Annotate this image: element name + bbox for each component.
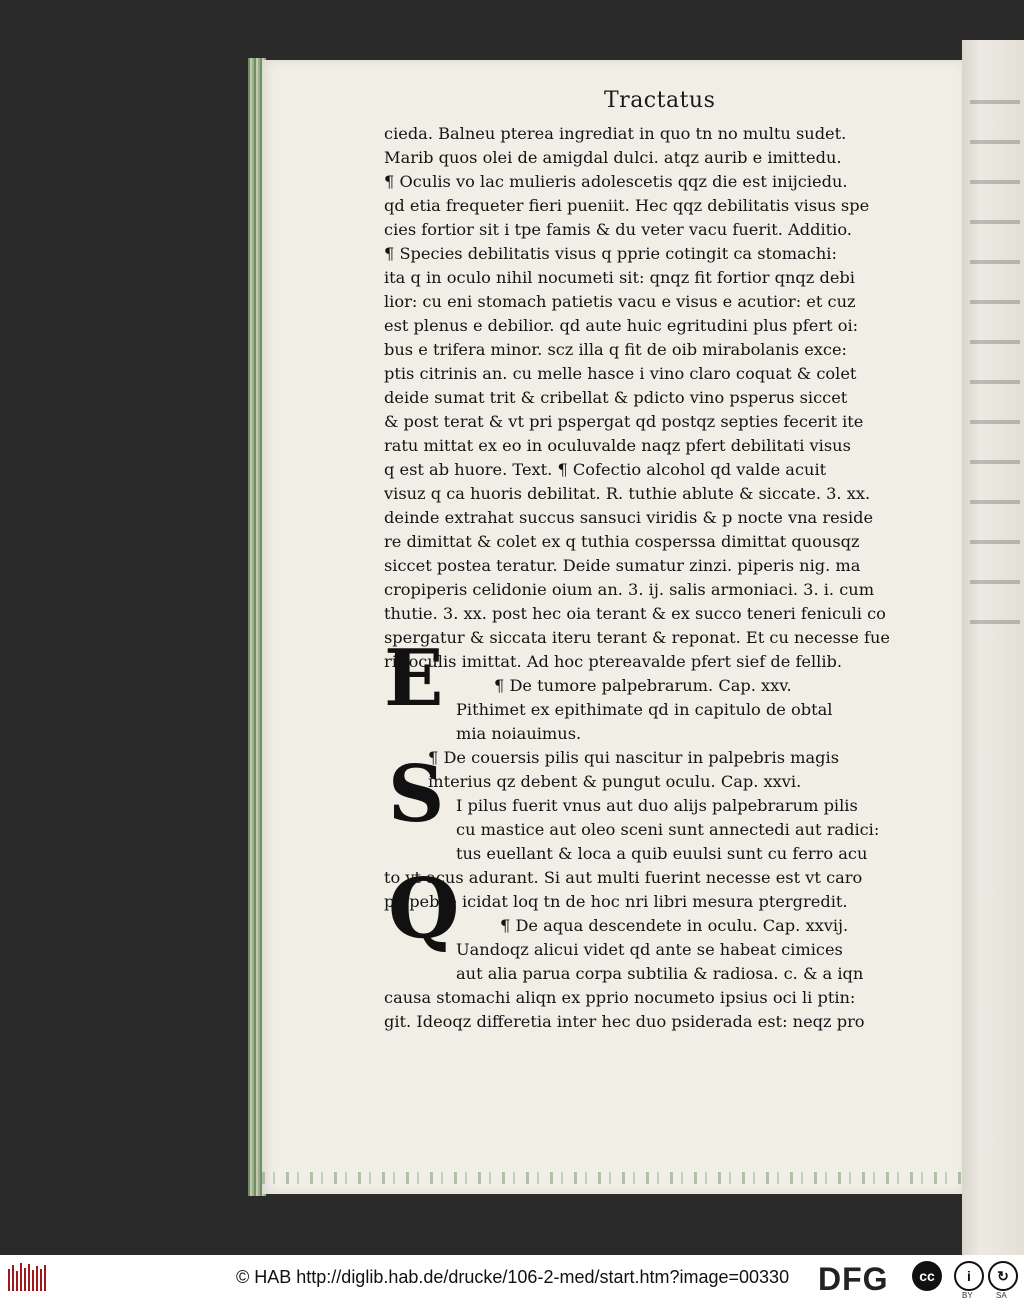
decorated-initial-s: S xyxy=(388,749,445,840)
text-line: ¶ Oculis vo lac mulieris adolescetis qqz die est inijciedu. xyxy=(384,172,848,191)
text-line: I pilus fuerit vnus aut duo alijs palpebrarum pilis xyxy=(456,796,858,815)
share-alike-icon: ↻ xyxy=(988,1261,1018,1291)
text-line: aut alia parua corpa subtilia & radiosa. c. & a iqn xyxy=(456,964,864,983)
text-line: tus euellant & loca a quib euulsi sunt cu ferro acu xyxy=(456,844,868,863)
text-line: Pithimet ex epithimate qd in capitulo de obtal xyxy=(456,700,833,719)
cc-sa-label: SA xyxy=(996,1291,1007,1300)
text-line: ptis citrinis an. cu melle hasce i vino claro coquat & colet xyxy=(384,364,857,383)
main-text xyxy=(384,122,930,1034)
text-line: cropiperis celidonie oium an. 3. ij. salis armoniaci. 3. i. cum xyxy=(384,580,875,599)
text-line: qd etia frequeter fieri pueniit. Hec qqz debilitatis visus spe xyxy=(384,196,870,215)
text-line: causa stomachi aliqn ex pprio nocumeto ipsius oci li ptin: xyxy=(384,988,856,1007)
decorated-initial-q: Q xyxy=(388,861,460,957)
decorated-initial-e: E xyxy=(384,633,444,724)
text-line: mia noiauimus. xyxy=(456,724,582,743)
cc-icon: cc xyxy=(912,1261,942,1291)
text-line: deinde extrahat succus sansuci viridis & p nocte vna reside xyxy=(384,508,874,527)
adjacent-page-edge xyxy=(962,40,1024,1255)
text-line: thutie. 3. xx. post hec oia terant & ex succo teneri feniculi co xyxy=(384,604,886,623)
text-line: re dimittat & colet ex q tuthia cosperssa dimittat quousqz xyxy=(384,532,860,551)
text-line: git. Ideoqz differetia inter hec duo psiderada est: neqz pro xyxy=(384,1012,865,1031)
chapter-heading: ¶ De tumore palpebrarum. Cap. xxv. xyxy=(494,676,792,695)
copyright-link[interactable]: © HAB http://diglib.hab.de/drucke/106-2-med/start.htm?image=00330 xyxy=(236,1267,790,1287)
text-line: ita q in oculo nihil nocumeti sit: qnqz fit fortior qnqz debi xyxy=(384,268,855,287)
text-line: lior: cu eni stomach patietis vacu e visus e acutior: et cuz xyxy=(384,292,856,311)
footer-bar xyxy=(0,1255,1024,1300)
chapter-heading: interius qz debent & pungut oculu. Cap. xxvi. xyxy=(428,772,802,791)
text-line: & post terat & vt pri pspergat qd postqz septies fecerit ite xyxy=(384,412,864,431)
text-line: palpebre icidat loq tn de hoc nri libri mesura ptergredit. xyxy=(384,892,848,911)
text-line: q est ab huore. Text. ¶ Cofectio alcohol qd valde acuit xyxy=(384,460,827,479)
chapter-heading: ¶ De aqua descendete in oculu. Cap. xxvij. xyxy=(500,916,849,935)
text-line: deide sumat trit & cribellat & pdicto vino psperus siccet xyxy=(384,388,848,407)
attribution-icon: i xyxy=(954,1261,984,1291)
page-bottom-edge xyxy=(262,1172,962,1184)
text-line: cieda. Balneu pterea ingrediat in quo tn no multu sudet. xyxy=(384,124,847,143)
text-line: rit oculis imittat. Ad hoc ptereavalde pfert sief de fellib. xyxy=(384,652,843,671)
text-line: spergatur & siccata iteru terant & reponat. Et cu necesse fue xyxy=(384,628,891,647)
cc-by-label: BY xyxy=(962,1291,973,1300)
text-line: ¶ Species debilitatis visus q pprie cotingit ca stomachi: xyxy=(384,244,837,263)
text-line: to vt acus adurant. Si aut multi fuerint necesse est vt caro xyxy=(384,868,863,887)
text-line: cu mastice aut oleo sceni sunt annectedi aut radici: xyxy=(456,820,880,839)
text-line: bus e trifera minor. scz illa q fit de oib mirabolanis exce: xyxy=(384,340,848,359)
running-head: Tractatus xyxy=(604,88,716,113)
text-line: cies fortior sit i tpe famis & du veter vacu fuerit. Additio. xyxy=(384,220,852,239)
text-line: Marib quos olei de amigdal dulci. atqz aurib e imittedu. xyxy=(384,148,842,167)
text-line: ratu mittat ex eo in oculuvalde naqz pfert debilitati visus xyxy=(384,436,851,455)
text-line: Uandoqz alicui videt qd ante se habeat cimices xyxy=(456,940,843,959)
text-line: visuz q ca huoris debilitat. R. tuthie ablute & siccate. 3. xx. xyxy=(384,484,871,503)
text-line: est plenus e debilior. qd aute huic egritudini plus pfert oi: xyxy=(384,316,859,335)
hab-logo-icon xyxy=(8,1263,48,1293)
chapter-heading: ¶ De couersis pilis qui nascitur in palpebris magis xyxy=(428,748,839,767)
dfg-logo: DFG xyxy=(818,1261,889,1297)
text-line: siccet postea teratur. Deide sumatur zinzi. piperis nig. ma xyxy=(384,556,861,575)
